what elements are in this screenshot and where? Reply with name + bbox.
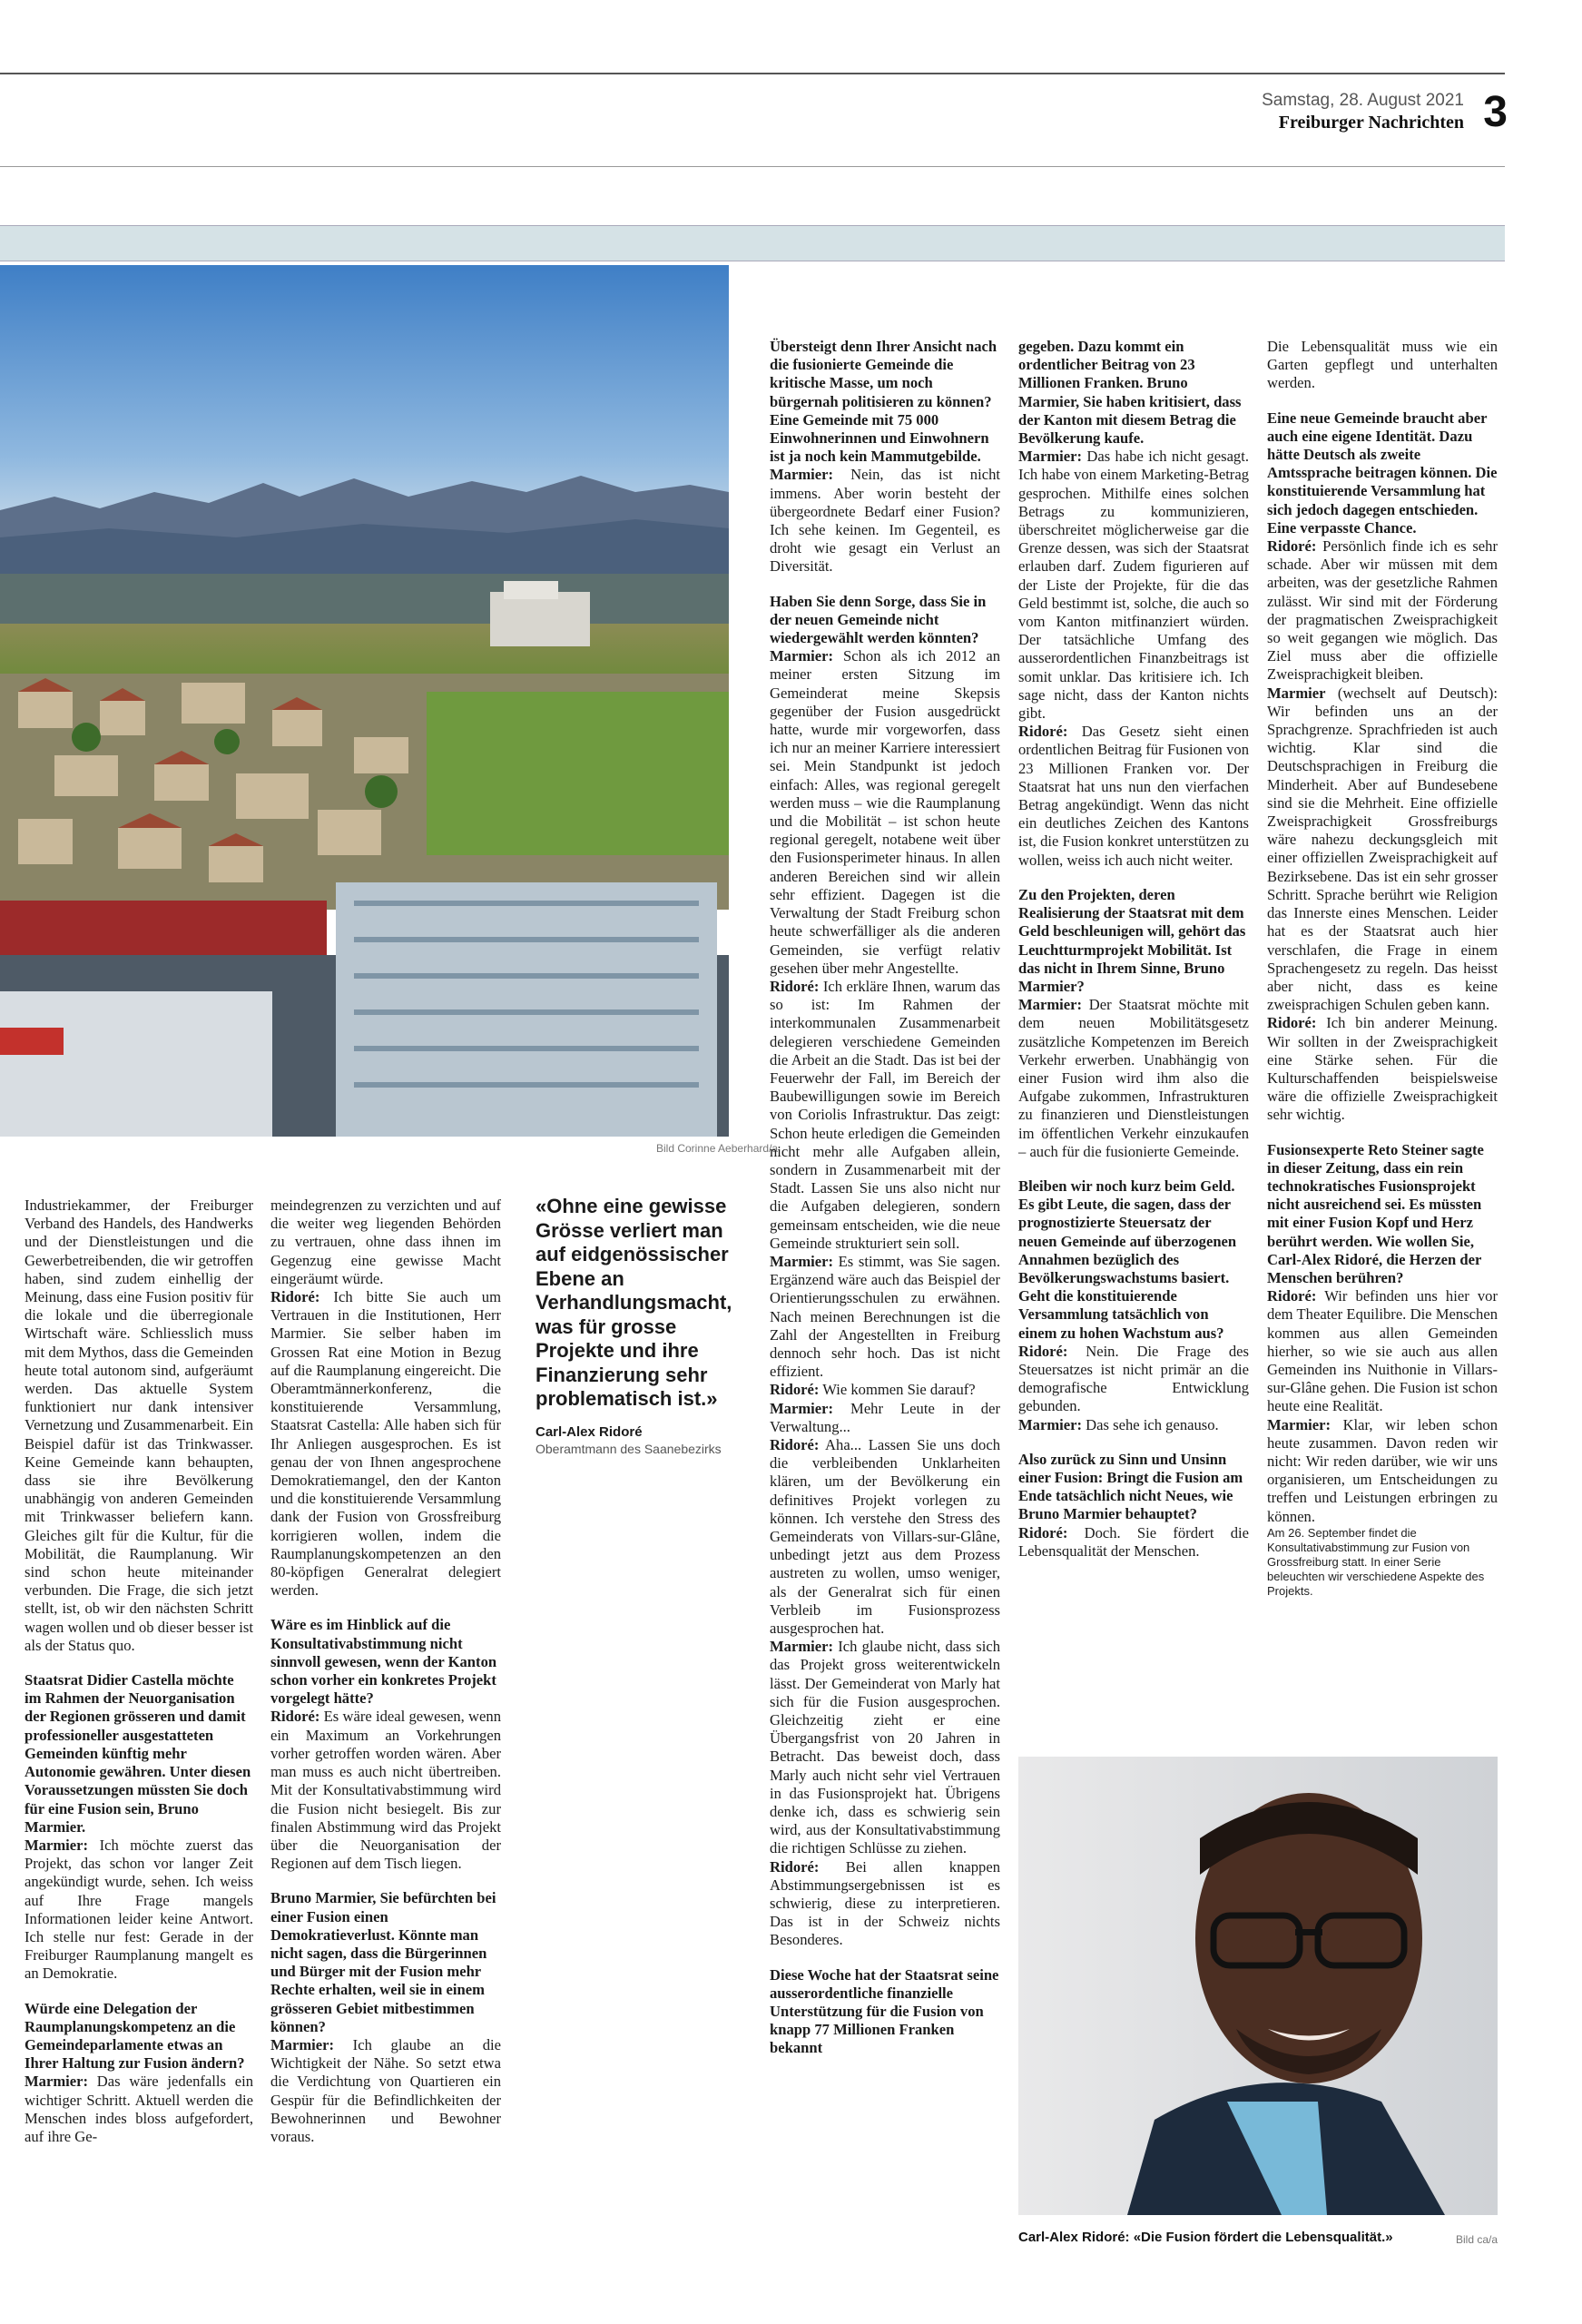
speaker-name: Marmier: xyxy=(270,2035,335,2053)
interview-answer xyxy=(270,2036,501,2146)
answer-text: Ich erkläre Ihnen, warum das so ist: Im Rahmen der interkommunalen Zusammenarbeit delegieren verschiedene Gemeinden die Arbeit an die Stadt. Das ist bei der Feuerwehr der Fall, im Bereich der Baubewilligungen sowie im Bereich von Coriolis Infrastruktur. Das zeigt: Schon heute erledigen die Gemeinden nicht mehr alle Aufgaben allein, sondern in Zusammenarbeit mit der Stadt. Lassen Sie uns also nicht nur die Aufgaben delegieren, sondern gemeinsam entscheiden, wie die neue Gemeinde strukturiert sein soll. xyxy=(770,977,1000,1252)
speaker-name: Marmier: xyxy=(770,1399,834,1417)
speaker-name: Ridoré: xyxy=(770,977,820,995)
interview-answer xyxy=(1267,1287,1498,1415)
speaker-name: Marmier: xyxy=(770,1638,834,1656)
answer-text: Aha... Lassen Sie uns doch die verbleibenden Unklarheiten klären, um der Bevölkerung ein definitives Projekt vorlegen zu können. Ich verstehe den Stress des Gemeinderats von Villars-sur-Glâne, unbedingt jetzt aus dem Prozess austreten zu wollen, umso weniger, als der Generalrat sich für einen Verbleib im Fusionsprozess ausgesprochen hat. xyxy=(770,1435,1000,1638)
text-column-4 xyxy=(1018,338,1249,1561)
answer-text: Doch. Sie fördert die Lebensqualität der Menschen. xyxy=(1018,1523,1249,1560)
header-divider xyxy=(0,166,1505,167)
landscape-photo xyxy=(0,265,729,1137)
answer-text: Ich glaube an die Wichtigkeit der Nähe. So setzt etwa die Verdichtung von Quartieren ein Gespür für die Befindlichkeiten der Bewohnerinnen und Bewohner voraus. xyxy=(270,2035,501,2145)
answer-text: Mehr Leute in der Verwaltung... xyxy=(770,1399,1000,1435)
answer-text: Das Gesetz sieht einen ordentlichen Beitrag für Fusionen von 23 Millionen Franken vor. Der Staatsrat hat uns nun den vierfachen Betrag angekündigt. Wenn das nicht ein deutliches Zeichen des Kantons ist, die Fusion konkret unterstützen zu wollen, weiss ich auch nicht weiter. xyxy=(1018,723,1249,869)
speaker-name: Ridoré: xyxy=(1267,1014,1317,1032)
interview-answer xyxy=(770,1436,1000,1638)
interview-question: Staatsrat Didier Castella möchte im Rahmen der Neuorganisation der Regionen grösseren und damit professioneller ausgestatteten Gemeinden künftig mehr Autonomie gewähren. Unter diesen Voraussetzungen müssten Sie doch für eine Fusion sein, Bruno Marmier. xyxy=(25,1671,251,1836)
answer-text: Das wäre jedenfalls ein wichtiger Schritt. Aktuell werden die Menschen indes bloss aufgefordert, auf ihre Ge- xyxy=(25,2073,253,2145)
speaker-name: Ridoré: xyxy=(1018,723,1068,741)
answer-text: Ich möchte zuerst das Projekt, das schon vor langer Zeit angekündigt wurde, sehen. Ich weiss auf Ihre Frage mangels Informationen leider keine Antwort. Ich stelle nur fest: Gerade in der Freiburger Raumplanung mangelt es an Demokratie. xyxy=(25,1836,253,1983)
speaker-name: Ridoré: xyxy=(1267,537,1317,556)
answer-text: Nein, das ist nicht immens. Aber worin besteht der übergeordnete Bedarf einer Fusion? Ich sehe keinen. Im Gegenteil, es droht wie gesagt ein Verlust an Diversität. xyxy=(770,466,1000,576)
pull-quote-text: «Ohne eine gewisse Grösse verliert man auf eidgenössischer Ebene an Verhandlungsmacht, was für grosse Projekte und ihre Finanzierung sehr problematisch ist.» xyxy=(536,1195,732,1410)
answer-text: Persönlich finde ich es sehr schade. Aber wir müssen mit dem arbeiten, was der gesetzliche Rahmen zulässt. Wir sind mit der Förderung der pragmatischen Zweisprachigkeit so weit gegangen wie möglich. Das Ziel muss aber die offizielle Zweisprachigkeit bleiben. xyxy=(1267,537,1498,684)
paragraph: Die Lebensqualität muss wie ein Garten gepflegt und unterhalten werden. xyxy=(1267,338,1498,392)
interview-question: Haben Sie denn Sorge, dass Sie in der neuen Gemeinde nicht wiedergewählt werden könnten? xyxy=(770,592,987,647)
text-column-3 xyxy=(770,338,1000,2058)
photo-credit: Bild Corinne Aeberhard/a xyxy=(656,1142,779,1155)
speaker-name: Ridoré: xyxy=(270,1288,320,1306)
interview-question: Würde eine Delegation der Raumplanungskompetenz an die Gemeindeparlamente etwas an Ihrer Haltung zur Fusion ändern? xyxy=(25,1999,245,2073)
paragraph: Industriekammer, der Freiburger Verband des Handels, des Handwerks und der Dienstleistungen und die Gewerbetreibenden, die wir getroffen haben, sind zudem einhellig der Meinung, dass eine Fusion positiv für die lokale und die überregionale Wirtschaft wäre. Schliesslich muss mit dem Mythos, dass die Gemeinden heute total autonom sind, aufgeräumt werden. Das aktuelle System funktioniert nur dank intensiver Vernetzung und Zusammenarbeit. Ein Beispiel dafür ist das Trinkwasser. Keine Gemeinde kann behaupten, dass sie ihre Bevölkerung unabhängig von anderen Gemeinden mit Trinkwasser beliefern kann. Gleiches gilt für die Kultur, für die Mobilität, die Raumplanung. Wir sind schon heute miteinander verbunden. Die Frage, die sich jetzt stellt, ist, ob wir den nächsten Schritt wagen wollen und ob dieser besser ist als der Status quo. xyxy=(25,1196,253,1654)
speaker-name: Ridoré: xyxy=(770,1857,820,1876)
interview-answer xyxy=(1267,1014,1498,1124)
interview-answer xyxy=(770,1638,1000,1857)
speaker-name: Marmier: xyxy=(1018,448,1083,466)
speaker-name: Marmier: xyxy=(770,647,834,665)
answer-text: Das habe ich nicht gesagt. Ich habe von einem Marketing-Betrag gesprochen. Mithilfe eines solchen Betrags zu kommunizieren, überschreitet möglicherweise gar die Grenze dessen, was sich der Staatsrat erlauben darf. Zudem figurieren auf der Liste der Projekte, für die das Geld bestimmt ist, solche, die auch so vom Kanton mitfinanziert würden. Der tatsächliche Umfang des ausserordentlichen Finanzbeitrags ist somit unklar. Das kritisiere ich. Ich sage nicht, dass der Kanton nichts gibt. xyxy=(1018,448,1249,723)
interview-question: Diese Woche hat der Staatsrat seine ausserordentliche finanzielle Unterstützung für die Fusion von knapp 77 Millionen Franken bekannt xyxy=(770,1965,999,2057)
speaker-name: Ridoré: xyxy=(1018,1523,1068,1541)
interview-answer xyxy=(770,466,1000,576)
interview-answer xyxy=(770,1253,1000,1381)
answer-text: Das sehe ich genauso. xyxy=(1082,1415,1219,1433)
interview-answer xyxy=(770,647,1000,978)
answer-text: Es stimmt, was Sie sagen. Ergänzend wäre auch das Beispiel der Orientierungsschulen zu erwähnen. Nach meinen Berechnungen ist die Zahl der Angestellten in Freiburg dennoch sehr hoch. Das ist nicht effizient. xyxy=(770,1252,1000,1381)
interview-answer xyxy=(1018,1416,1249,1434)
masthead xyxy=(1262,91,1464,133)
pull-quote-author: Carl-Alex Ridoré xyxy=(536,1423,643,1440)
interview-answer xyxy=(270,1708,501,1873)
pull-quote-role: Oberamtmann des Saanebezirks xyxy=(536,1441,722,1456)
answer-text: Wie kommen Sie darauf? xyxy=(819,1381,976,1399)
pull-quote xyxy=(536,1195,735,1456)
answer-text: Ich glaube nicht, dass sich das Projekt gross weiterentwickeln lässt. Der Gemeinderat von Marly hat sich für die Fusion ausgesprochen. Gleichzeitig zieht er eine Übergangsfrist von 20 Jahren in Betracht. Das beweist doch, dass Marly auch nicht sehr viel Vertrauen in das Fusionsprojekt hat. Übrigens denke ich, dass es schwierig sein wird, aus der Konsultativabstimmung die richtigen Schlüsse zu ziehen. xyxy=(770,1638,1000,1857)
answer-text: Ich bitte Sie auch um Vertrauen in die Institutionen, Herr Marmier. Sie selber haben im Grossen Rat eine Motion in Bezug auf die Raumplanung eingereicht. Die Oberamtmännerkonferenz, die konstituierende Versammlung, Staatsrat Castella: Alle haben sich für Ihr Anliegen ausgesprochen. Es ist genau der von Ihnen angesprochene Demokratiemangel, den der Kanton und die konstituierende Versammlung dank der Fusion von Grossfreiburg korrigieren wollen, indem die Raumplanungskompetenzen an den 80-köpfigen Generalrat delegiert werden. xyxy=(270,1288,501,1600)
answer-text: Wir befinden uns hier vor dem Theater Equilibre. Die Menschen kommen aus allen Gemeinden hierher, so wie sie auch aus allen Gemeinden ins Nuithonie in Villars-sur-Glâne gehen. Die Fusion ist schon heute eine Realität. xyxy=(1267,1287,1498,1415)
interview-answer xyxy=(770,1400,1000,1436)
answer-text: Es wäre ideal gewesen, wenn ein Maximum an Vorkehrungen vorher getroffen worden wären. Aber man muss es auch nicht übertreiben. Mit der Konsultativabstimmung wird die Fusion nicht besiegelt. Bis zur finalen Abstimmung wird das Projekt über die Neuorganisation der Regionen auf dem Tisch liegen. xyxy=(270,1708,501,1873)
interview-answer xyxy=(1267,537,1498,684)
interview-answer xyxy=(770,1858,1000,1950)
speaker-name: Ridoré: xyxy=(770,1381,820,1399)
interview-answer xyxy=(1018,723,1249,870)
newspaper-name: Freiburger Nachrichten xyxy=(1278,113,1464,133)
text-column-2 xyxy=(270,1196,501,2146)
interview-answer xyxy=(1267,1416,1498,1526)
text-column-1 xyxy=(25,1196,253,2146)
interview-question: Bruno Marmier, Sie befürchten bei einer Fusion einen Demokratieverlust. Könnte man nicht sagen, dass die Bürgerinnen und Bürger mit der Fusion mehr Rechte erhalten, weil sie in einem grösseren Gebiet mitbestimmen können? xyxy=(270,1889,496,2035)
speaker-name: Ridoré: xyxy=(270,1708,320,1726)
interview-answer xyxy=(25,1837,253,1984)
paragraph: meindegrenzen zu verzichten und auf die weiter weg liegenden Behörden zu vertrauen, ohne dass ihnen im Gegenzug eine gewisse Macht eingeräumt würde. xyxy=(270,1196,501,1287)
series-note: Am 26. September findet die Konsultativabstimmung zur Fusion von Grossfreiburg statt. In einer Serie beleuchten wir verschiedene Aspekte des Projekts. xyxy=(1267,1525,1485,1598)
interview-question: Bleiben wir noch kurz beim Geld. Es gibt Leute, die sagen, dass der prognostizierte Steuersatz der neuen Gemeinde auf überzogenen Annahmen bezüglich des Bevölkerungswachstums basiert. Geht die konstituierende Versammlung tatsächlich von einem zu hohen Wachstum aus? xyxy=(1018,1177,1237,1342)
top-rule xyxy=(0,73,1505,74)
interview-question: Übersteigt denn Ihrer Ansicht nach die fusionierte Gemeinde die kritische Masse, um noch bürgernah politisieren zu können? Eine Gemeinde mit 75 000 Einwohnerinnen und Einwohnern ist ja noch kein Mammutgebilde. xyxy=(770,338,997,466)
answer-text: Bei allen knappen Abstimmungsergebnissen ist es schwierig, diese zu interpretieren. Das ist in der Schweiz nichts Besonderes. xyxy=(770,1857,1000,1949)
interview-answer xyxy=(1018,1524,1249,1561)
speaker-name: Ridoré: xyxy=(1267,1287,1317,1305)
interview-answer xyxy=(270,1288,501,1600)
speaker-name: Marmier: xyxy=(25,1836,89,1854)
speaker-name: Marmier: xyxy=(1267,1415,1331,1433)
speaker-name: Marmier: xyxy=(1018,1415,1083,1433)
answer-text: Schon als ich 2012 an meiner ersten Sitzung im Gemeinderat meine Skepsis gegenüber der Fusion ausgedrückt hatte, wurde mir vorgeworfen, dass ich nur an meiner Karriere interessiert sei. Mein Standpunkt ist jedoch einfach: Alles, was regional geregelt werden muss – wie die Raumplanung und die Mobilität – ist schon heute regional geregelt, notabene weit über den Fusionsperimeter hinaus. In allen anderen Bereichen sind wir allein sehr effizient. Dagegen ist die Verwaltung der Stadt Freiburg schon heute schwerfälliger als die anderen Gemeinden, sie verfügt relativ gesehen über mehr Angestellte. xyxy=(770,647,1000,977)
interview-answer xyxy=(1018,996,1249,1161)
speaker-name: Ridoré: xyxy=(770,1435,820,1453)
portrait-caption: Carl-Alex Ridoré: «Die Fusion fördert die Lebensqualität.» xyxy=(1018,2230,1393,2245)
answer-text: Klar, wir leben schon heute zusammen. Davon reden wir nicht: Wir reden darüber, wie wir uns organisieren, um Entscheidungen zu treffen und Leistungen erbringen zu können. xyxy=(1267,1415,1498,1525)
answer-text: Nein. Die Frage des Steuersatzes ist nicht primär an die demografische Entwicklung gebunden. xyxy=(1018,1342,1249,1415)
text-column-5 xyxy=(1267,338,1498,1599)
interview-answer xyxy=(770,978,1000,1253)
page-number: 3 xyxy=(1483,88,1508,136)
speaker-name: Marmier: xyxy=(1018,996,1083,1014)
interview-answer xyxy=(770,1381,1000,1399)
interview-question: Fusionsexperte Reto Steiner sagte in dieser Zeitung, dass ein rein technokratisches Fusionsprojekt nicht ausreichend sei. Es müssten mit einer Fusion Kopf und Herz berührt werden. Wie wollen Sie, Carl-Alex Ridoré, die Herzen der Menschen berühren? xyxy=(1267,1140,1484,1286)
interview-answer xyxy=(1018,448,1249,723)
issue-date: Samstag, 28. August 2021 xyxy=(1262,91,1464,110)
answer-text: Der Staatsrat möchte mit dem neuen Mobilitätsgesetz zusätzliche Kompetenzen im Bereich Verkehr erwerben. Unabhängig von einer Fusion wird ihm also die Aufgabe zukommen, Infrastrukturen zu finanzieren und Dienstleistungen im öffentlichen Verkehr einzukaufen – auch für die fusionierte Gemeinde. xyxy=(1018,996,1249,1160)
answer-text: Ich bin anderer Meinung. Wir sollten in der Zweisprachigkeit eine Stärke sehen. Für die Kulturschaffenden beispielsweise wäre die offizielle Zweisprachigkeit sehr wichtig. xyxy=(1267,1014,1498,1124)
interview-question: Also zurück zu Sinn und Unsinn einer Fusion: Bringt die Fusion am Ende tatsächlich nicht Neues, wie Bruno Marmier behauptet? xyxy=(1018,1450,1243,1523)
portrait-credit: Bild ca/a xyxy=(1456,2233,1498,2246)
speaker-name: Marmier xyxy=(1267,684,1326,702)
interview-answer xyxy=(1018,1343,1249,1416)
interview-question: gegeben. Dazu kommt ein ordentlicher Beitrag von 23 Millionen Franken. Bruno Marmier, Sie haben kritisiert, dass der Kanton mit diesem Betrag die Bevölkerung kaufe. xyxy=(1018,338,1242,448)
interview-question: Zu den Projekten, deren Realisierung der Staatsrat mit dem Geld beschleunigen will, gehört das Leuchtturmprojekt Mobilität. Ist das nicht in Ihrem Sinne, Bruno Marmier? xyxy=(1018,885,1246,995)
section-band xyxy=(0,225,1505,261)
speaker-name: Marmier: xyxy=(770,1252,834,1270)
speaker-name: Marmier: xyxy=(770,466,834,484)
portrait-photo xyxy=(1018,1757,1498,2215)
speaker-name: Marmier: xyxy=(25,2073,89,2091)
interview-question: Wäre es im Hinblick auf die Konsultativabstimmung nicht sinnvoll gewesen, wenn der Kanton schon vorher ein konkretes Projekt vorgelegt hätte? xyxy=(270,1616,497,1708)
interview-question: Eine neue Gemeinde braucht aber auch eine eigene Identität. Dazu hätte Deutsch als zweite Amtssprache beitragen können. Die konstituierende Versammlung hat sich jedoch dagegen entschieden. Eine verpasste Chance. xyxy=(1267,409,1498,537)
speaker-name: Ridoré: xyxy=(1018,1342,1068,1360)
interview-answer xyxy=(25,2073,253,2146)
interview-answer xyxy=(1267,684,1498,1015)
answer-text: (wechselt auf Deutsch): Wir befinden uns an der Sprachgrenze. Sprachfrieden ist auch wichtig. Klar sind die Deutschsprachigen in Freiburg die Minderheit. Aber auf Bundesebene sind sie die Mehrheit. Eine offizielle Zweisprachigkeit Grossfreiburgs wäre nahezu deckungsgleich mit einer offiziellen Zweisprachigkeit auf Bezirksebene. Das ist ein sehr grosser Schritt. Sprache berührt wie Religion das Innerste eines Menschen. Leider hat es der Staatsrat auch hier verschlafen, die Frage in einem Sprachengesetz zu regeln. Das heisst aber nicht, dass es keine zweisprachigen Schulen geben kann. xyxy=(1267,684,1498,1014)
